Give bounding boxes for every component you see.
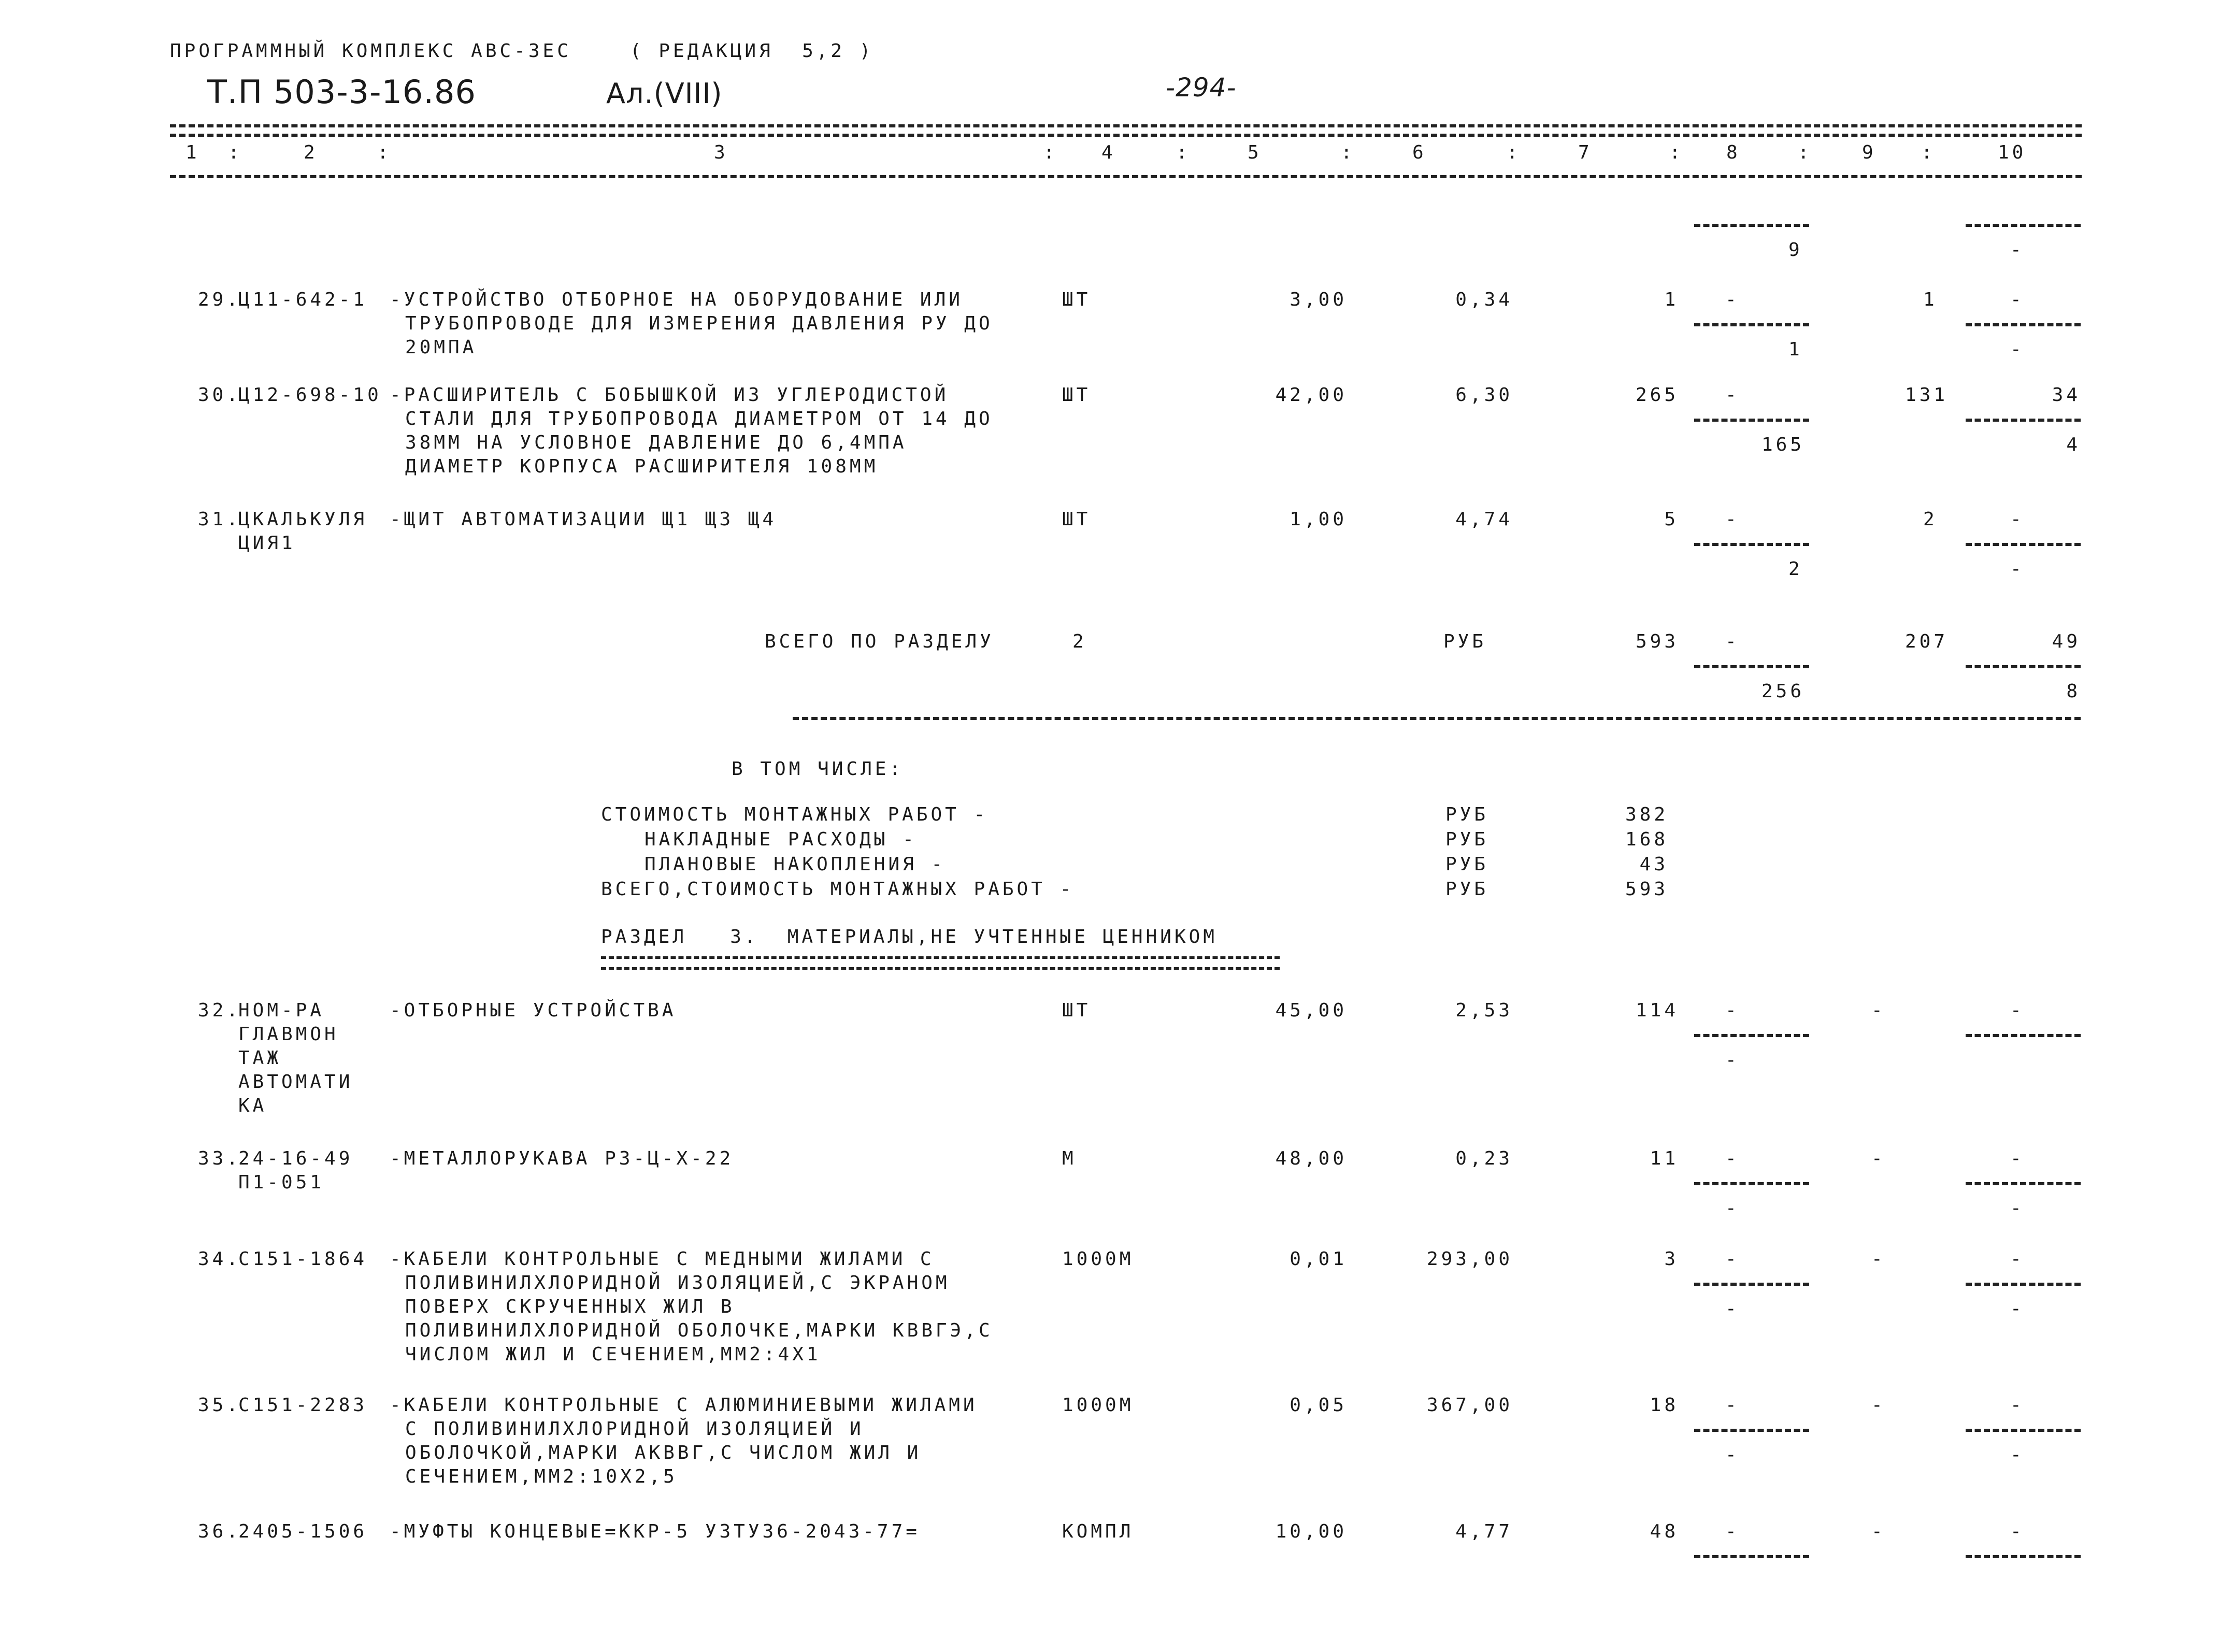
row-col10-top: - (2010, 1248, 2025, 1270)
col-header-10: 10 (1998, 142, 2027, 163)
section3-underline (601, 956, 1280, 970)
row-col8-top: - (1725, 1000, 1740, 1021)
row-code: ЦИЯ1 (238, 533, 296, 554)
col-header-separator: : (1176, 142, 1191, 163)
row-quantity: 1,00 (1290, 509, 1347, 530)
row-description: ПОЛИВИНИЛХЛОРИДНОЙ ОБОЛОЧКЕ,МАРКИ КВВГЭ,С (405, 1320, 993, 1341)
row-col8-top: - (1725, 1248, 1740, 1270)
row-number: 32. (198, 1000, 241, 1021)
row-col8-bottom: 2 (1788, 558, 1803, 580)
fraction-line (1694, 323, 1809, 326)
row-code: КА (238, 1095, 267, 1116)
row-description: -КАБЕЛИ КОНТРОЛЬНЫЕ С АЛЮМИНИЕВЫМИ ЖИЛАМИ (390, 1395, 978, 1416)
row-quantity: 10,00 (1275, 1521, 1347, 1542)
row-total: 11 (1650, 1148, 1679, 1169)
row-code: С151-1864 (238, 1248, 368, 1270)
row-unit: 1000М (1062, 1248, 1134, 1270)
row-unit-price: 4,74 (1455, 509, 1513, 530)
section-divider (793, 717, 2081, 720)
col-header-1: 1 (185, 142, 200, 163)
fraction-line (1694, 1429, 1809, 1432)
carryover-col10: - (2010, 239, 2025, 261)
col-header-separator: : (1921, 142, 1936, 163)
row-col10-bottom: - (2010, 558, 2025, 580)
fraction-line (1966, 419, 2081, 422)
row-description: 20МПА (405, 337, 477, 358)
row-description: СЕЧЕНИЕМ,ММ2:10Х2,5 (405, 1466, 678, 1487)
row-description: -МЕТАЛЛОРУКАВА Р3-Ц-Х-22 (390, 1148, 734, 1169)
row-number: 36. (198, 1521, 241, 1542)
row-col10-top: - (2010, 1521, 2025, 1542)
row-description: С ПОЛИВИНИЛХЛОРИДНОЙ ИЗОЛЯЦИЕЙ И (405, 1418, 864, 1440)
row-col8-bottom: - (1725, 1444, 1740, 1466)
project-code: Т.П 503-3-16.86 (207, 73, 476, 111)
fraction-line (1966, 543, 2081, 546)
fraction-line (1694, 543, 1809, 546)
breakdown-value: 382 (1625, 804, 1668, 825)
header-rule-top (170, 124, 2082, 127)
row-unit-price: 293,00 (1426, 1248, 1513, 1270)
section-total-col8-bottom: 256 (1762, 681, 1805, 702)
row-description: -УСТРОЙСТВО ОТБОРНОЕ НА ОБОРУДОВАНИЕ ИЛИ (390, 289, 963, 310)
row-unit: М (1062, 1148, 1077, 1169)
row-unit: КОМПЛ (1062, 1521, 1134, 1542)
fraction-line (1966, 1283, 2081, 1286)
col-header-6: 6 (1412, 142, 1427, 163)
breakdown-label: СТОИМОСТЬ МОНТАЖНЫХ РАБОТ - (601, 804, 989, 825)
row-description: ЧИСЛОМ ЖИЛ И СЕЧЕНИЕМ,ММ2:4Х1 (405, 1344, 821, 1365)
row-description: -ЩИТ АВТОМАТИЗАЦИИ Щ1 Щ3 Щ4 (390, 509, 777, 530)
fraction-line (1966, 323, 2081, 326)
row-description: -РАСШИРИТЕЛЬ С БОБЫШКОЙ ИЗ УГЛЕРОДИСТОЙ (390, 384, 949, 406)
row-col8-top: - (1725, 1395, 1740, 1416)
row-col10-bottom: - (2010, 1298, 2025, 1319)
col-header-7: 7 (1578, 142, 1593, 163)
fraction-line (1966, 224, 2081, 227)
fraction-line (1694, 665, 1809, 668)
row-total: 265 (1635, 384, 1679, 406)
section3-title: РАЗДЕЛ 3. МАТЕРИАЛЫ,НЕ УЧТЕННЫЕ ЦЕННИКОМ (601, 926, 1218, 947)
fraction-line (1694, 1555, 1809, 1558)
row-col10-top: - (2010, 1395, 2025, 1416)
col-header-5: 5 (1248, 142, 1262, 163)
section-number: 2 (1072, 631, 1087, 652)
col-header-9: 9 (1862, 142, 1877, 163)
row-number: 29. (198, 289, 241, 310)
col-header-4: 4 (1101, 142, 1116, 163)
fraction-line (1694, 1034, 1809, 1037)
row-quantity: 0,01 (1290, 1248, 1347, 1270)
row-unit: 1000М (1062, 1395, 1134, 1416)
fraction-line (1966, 1034, 2081, 1037)
row-col8-bottom: 165 (1762, 434, 1805, 455)
row-col8-top: - (1725, 509, 1740, 530)
row-col9: - (1871, 1248, 1886, 1270)
row-code: Ц11-642-1 (238, 289, 368, 310)
header-rule-bottom (170, 175, 2082, 178)
col-header-separator: : (1341, 142, 1355, 163)
row-col10-bottom: - (2010, 1444, 2025, 1466)
row-col10-top: - (2010, 509, 2025, 530)
row-col10-top: 34 (2052, 384, 2081, 406)
section-total-col10-bottom: 8 (2066, 681, 2081, 702)
breakdown-unit: РУБ (1445, 879, 1489, 900)
row-col9: 2 (1923, 509, 1938, 530)
row-code: ГЛАВМОН (238, 1024, 339, 1045)
row-col8-top: - (1725, 1148, 1740, 1169)
row-unit-price: 367,00 (1426, 1395, 1513, 1416)
row-col9: - (1871, 1395, 1886, 1416)
row-unit: ШТ (1062, 384, 1091, 406)
breakdown-label: НАКЛАДНЫЕ РАСХОДЫ - (645, 829, 917, 850)
breakdown-value: 593 (1625, 879, 1668, 900)
row-total: 3 (1664, 1248, 1679, 1270)
col-header-separator: : (1507, 142, 1521, 163)
row-unit: ШТ (1062, 509, 1091, 530)
breakdown-title: В ТОМ ЧИСЛЕ: (732, 758, 904, 780)
row-col10-bottom: - (2010, 339, 2025, 360)
breakdown-value: 168 (1625, 829, 1668, 850)
row-unit-price: 4,77 (1455, 1521, 1513, 1542)
row-code: ТАЖ (238, 1047, 282, 1069)
row-description: 38ММ НА УСЛОВНОЕ ДАВЛЕНИЕ ДО 6,4МПА (405, 432, 907, 453)
edition-label: ( РЕДАКЦИЯ 5,2 ) (630, 40, 874, 62)
row-col9: - (1871, 1148, 1886, 1169)
row-col8-top: - (1725, 1521, 1740, 1542)
row-unit-price: 0,34 (1455, 289, 1513, 310)
row-code: П1-051 (238, 1172, 325, 1193)
row-number: 30. (198, 384, 241, 406)
row-quantity: 0,05 (1290, 1395, 1347, 1416)
row-description: -МУФТЫ КОНЦЕВЫЕ=ККР-5 УЗТУ36-2043-77= (390, 1521, 920, 1542)
fraction-line (1966, 665, 2081, 668)
row-col8-bottom: - (1725, 1298, 1740, 1319)
row-total: 114 (1635, 1000, 1679, 1021)
row-code: НОМ-РА (238, 1000, 325, 1021)
breakdown-value: 43 (1639, 854, 1668, 875)
section-total-col10-top: 49 (2052, 631, 2081, 652)
row-col8-bottom: 1 (1788, 339, 1803, 360)
row-description: ОБОЛОЧКОЙ,МАРКИ АКВВГ,С ЧИСЛОМ ЖИЛ И (405, 1442, 922, 1463)
row-col9: - (1871, 1521, 1886, 1542)
fraction-line (1694, 1283, 1809, 1286)
row-col8-top: - (1725, 289, 1740, 310)
fraction-line (1966, 1555, 2081, 1558)
section-total-value: 593 (1635, 631, 1679, 652)
row-col8-top: - (1725, 384, 1740, 406)
fraction-line (1966, 1429, 2081, 1432)
row-number: 34. (198, 1248, 241, 1270)
row-total: 18 (1650, 1395, 1679, 1416)
row-number: 31. (198, 509, 241, 530)
row-code: 2405-1506 (238, 1521, 368, 1542)
fraction-line (1694, 224, 1809, 227)
col-header-separator: : (228, 142, 242, 163)
row-col10-top: - (2010, 1000, 2025, 1021)
row-unit: ШТ (1062, 289, 1091, 310)
fraction-line (1694, 419, 1809, 422)
row-quantity: 42,00 (1275, 384, 1347, 406)
row-unit-price: 0,23 (1455, 1148, 1513, 1169)
breakdown-label: ПЛАНОВЫЕ НАКОПЛЕНИЯ - (645, 854, 946, 875)
col-header-3: 3 (714, 142, 728, 163)
col-header-separator: : (1798, 142, 1812, 163)
row-code: ЦКАЛЬКУЛЯ (238, 509, 368, 530)
row-description: -КАБЕЛИ КОНТРОЛЬНЫЕ С МЕДНЫМИ ЖИЛАМИ С (390, 1248, 935, 1270)
row-unit-price: 6,30 (1455, 384, 1513, 406)
row-col10-top: - (2010, 1148, 2025, 1169)
section-total-col9: 207 (1904, 631, 1948, 652)
row-col9: 131 (1904, 384, 1948, 406)
row-code: АВТОМАТИ (238, 1071, 353, 1093)
page-number: -294- (1166, 73, 1237, 103)
program-title: ПРОГРАММНЫЙ КОМПЛЕКС АВС-ЗЕС (170, 40, 571, 62)
row-col10-bottom: - (2010, 1198, 2025, 1219)
breakdown-unit: РУБ (1445, 804, 1489, 825)
row-description: ТРУБОПРОВОДЕ ДЛЯ ИЗМЕРЕНИЯ ДАВЛЕНИЯ РУ ДО (405, 313, 993, 334)
col-header-separator: : (1043, 142, 1058, 163)
row-unit-price: 2,53 (1455, 1000, 1513, 1021)
col-header-8: 8 (1726, 142, 1741, 163)
row-description: ПОВЕРХ СКРУЧЕННЫХ ЖИЛ В (405, 1296, 735, 1317)
row-number: 33. (198, 1148, 241, 1169)
row-unit: ШТ (1062, 1000, 1091, 1021)
row-quantity: 3,00 (1290, 289, 1347, 310)
row-quantity: 48,00 (1275, 1148, 1347, 1169)
row-description: ПОЛИВИНИЛХЛОРИДНОЙ ИЗОЛЯЦИЕЙ,С ЭКРАНОМ (405, 1272, 950, 1294)
col-header-separator: : (377, 142, 392, 163)
breakdown-label: ВСЕГО,СТОИМОСТЬ МОНТАЖНЫХ РАБОТ - (601, 879, 1075, 900)
row-col9: 1 (1923, 289, 1938, 310)
row-col8-bottom: - (1725, 1050, 1740, 1071)
row-col10-bottom: 4 (2066, 434, 2081, 455)
section-total-unit: РУБ (1443, 631, 1487, 652)
section-total-col8-top: - (1725, 631, 1740, 652)
fraction-line (1694, 1182, 1809, 1185)
row-col8-bottom: - (1725, 1198, 1740, 1219)
header-rule-top-2 (170, 134, 2082, 137)
row-col10-top: - (2010, 289, 2025, 310)
row-code: 24-16-49 (238, 1148, 353, 1169)
breakdown-unit: РУБ (1445, 854, 1489, 875)
section-total-label: ВСЕГО ПО РАЗДЕЛУ (765, 631, 994, 652)
row-code: С151-2283 (238, 1395, 368, 1416)
carryover-col8: 9 (1788, 239, 1803, 261)
row-total: 5 (1664, 509, 1679, 530)
row-description: -ОТБОРНЫЕ УСТРОЙСТВА (390, 1000, 677, 1021)
row-total: 1 (1664, 289, 1679, 310)
row-code: Ц12-698-10 (238, 384, 382, 406)
row-col9: - (1871, 1000, 1886, 1021)
col-header-2: 2 (304, 142, 318, 163)
row-total: 48 (1650, 1521, 1679, 1542)
breakdown-unit: РУБ (1445, 829, 1489, 850)
row-number: 35. (198, 1395, 241, 1416)
row-description: ДИАМЕТР КОРПУСА РАСШИРИТЕЛЯ 108ММ (405, 456, 879, 477)
row-description: СТАЛИ ДЛЯ ТРУБОПРОВОДА ДИАМЕТРОМ ОТ 14 ДО (405, 408, 993, 429)
row-quantity: 45,00 (1275, 1000, 1347, 1021)
col-header-separator: : (1669, 142, 1684, 163)
album-label: Ал.(VIII) (606, 77, 723, 110)
fraction-line (1966, 1182, 2081, 1185)
